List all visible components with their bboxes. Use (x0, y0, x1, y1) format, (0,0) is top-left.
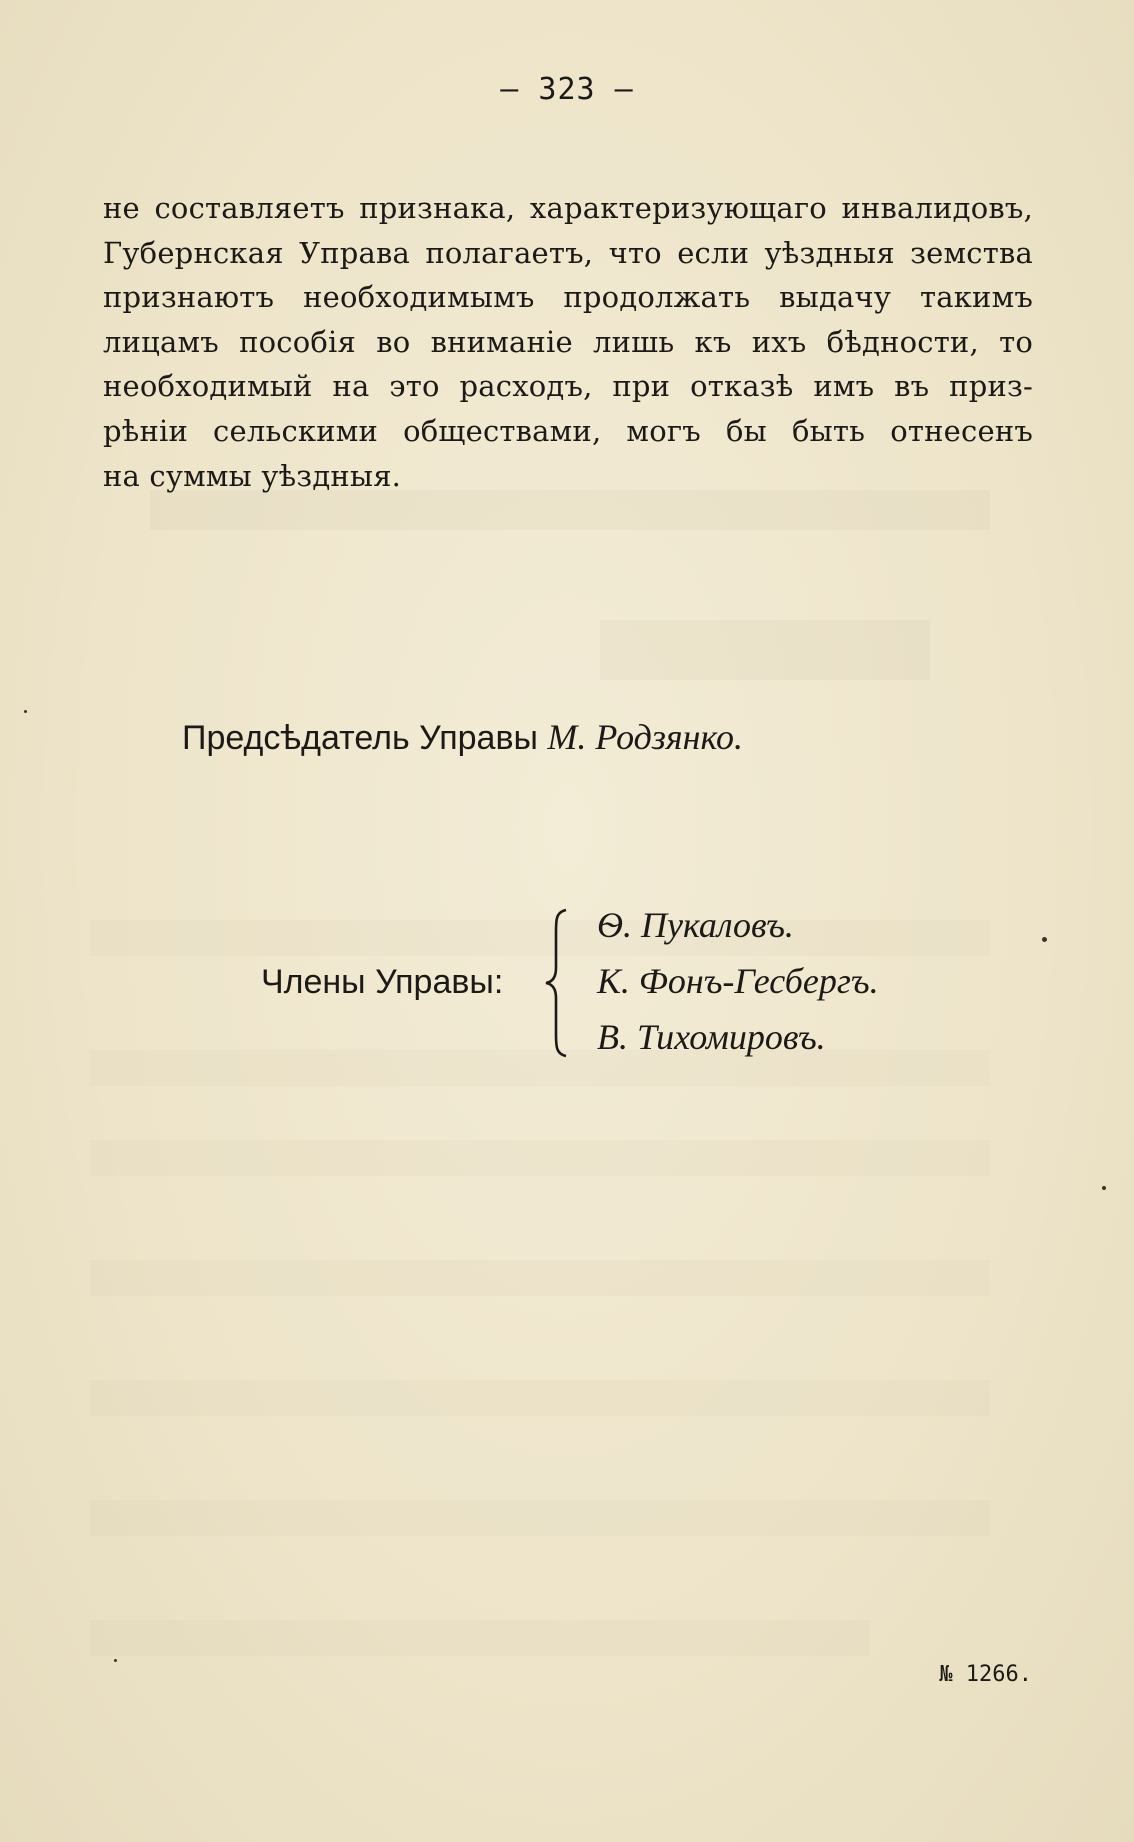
chairman-label: Предсѣдатель Управы (182, 719, 538, 757)
ink-speck (114, 1659, 117, 1662)
body-line: на суммы уѣздныя. (103, 458, 402, 493)
member-name: К. Фонъ-Гесбергъ. (597, 961, 879, 1001)
member-name: Ѳ. Пукаловъ. (597, 905, 794, 945)
curly-brace (544, 908, 572, 1058)
bleed-through-block (90, 1140, 990, 1176)
body-line: Губернская Управа полагаетъ, что если уѣздныя земства (103, 235, 1033, 270)
body-line: признаютъ необходимымъ продолжать выдачу такимъ (103, 280, 1033, 315)
body-line: не составляетъ признака, характеризующаго инвалидовъ, (103, 191, 1033, 225)
body-line: необходимый на это расходъ, при отказѣ имъ въ приз- (103, 369, 1033, 404)
bleed-through-block (600, 620, 930, 680)
document-number: № 1266. (939, 1662, 1032, 1687)
bleed-through-block (90, 920, 990, 956)
ink-speck (24, 710, 27, 713)
body-paragraph (103, 186, 1033, 498)
ink-speck (1042, 937, 1047, 942)
bleed-through-block (90, 1380, 990, 1416)
bleed-through-block (90, 1050, 990, 1086)
chairman-name: М. Родзянко. (547, 717, 743, 757)
bleed-through-block (90, 1260, 990, 1296)
members-label: Члены Управы: (261, 963, 504, 1001)
bleed-through-block (90, 1620, 870, 1656)
page-number: — 323 — (500, 72, 634, 107)
bleed-through-block (90, 1500, 990, 1536)
ink-speck (1102, 1186, 1106, 1190)
body-line: лицамъ пособія во вниманіе лишь къ ихъ бѣдности, то (103, 324, 1033, 359)
member-name: В. Тихомировъ. (597, 1017, 826, 1057)
chairman-signature (182, 716, 743, 758)
body-line: рѣніи сельскими обществами, могъ бы быть отнесенъ (103, 413, 1033, 448)
